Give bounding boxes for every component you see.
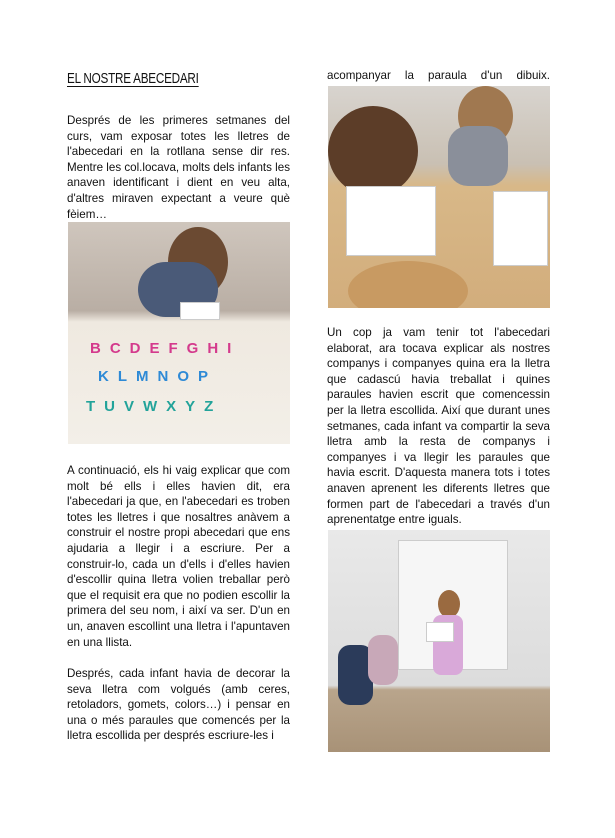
photo-child-presenting: [328, 530, 550, 752]
paragraph-text: acompanyar la paraula d'un dibuix.: [327, 69, 550, 82]
paragraph-text: A continuació, els hi vaig explicar que com molt bé ells i elles havien dit, era l'abecedari ja que, en l'abecedari es troben totes les lletres i que nosaltres anàvem a construir el nostre propi abecedari que ens ajudaria a llegir i a escriure. Per a construir-lo, cada un d'ells i d'elles havien d'escollir quina lletra volien treballar però que el requisit era que no podien escollir la primera del seu nom, i així va ser. D'un en un, anaven escollint una lletra i l'apuntaven en una llista.: [67, 464, 290, 649]
paragraph-text: Després de les primeres setmanes del curs, vam exposar totes les lletres de l'abecedari en la rotllana sense dir res. Mentre les col.locava, molts dels infants les anaven identificant i dient en veu alta, d'altres miraven expectant a veure què fèiem…: [67, 114, 290, 221]
paragraph-text: Després, cada infant havia de decorar la seva lletra com volgués (amb ceres, retoladors, gomets, colors…) i pensar en una o més paraules que comencés per la lletra escollida per després escriure-les i: [67, 667, 290, 743]
photo-letters-row: TUVWXYZ: [86, 398, 223, 415]
paragraph-explanation: [67, 463, 290, 650]
photo-letters-row: BCDEFGHI: [90, 340, 241, 357]
paragraph-text: Un cop ja vam tenir tot l'abecedari elaborat, ara tocava explicar als nostres companys i companyes quina era la lletra que cadascú havia treballat i quines paraules havien escrit que comencessin per la lletra escollida. Així que durant unes setmanes, cada infant va compartir la seva lletra amb la resta de companys i companyes i va llegir les paraules que havia escrit. D'aquesta manera tots i totes anaven aprenent les diferents lletres que formen part de l'abecedari a través d'un aprenentatge entre iguals.: [327, 326, 550, 527]
paragraph-intro: [67, 113, 290, 222]
photo-letters-row: KLMNOP: [98, 368, 217, 385]
paragraph-sharing: [327, 325, 550, 528]
paragraph-decoration: [67, 666, 290, 744]
photo-alphabet-on-floor: [68, 222, 290, 444]
paragraph-continuation: [327, 68, 550, 84]
photo-children-drawing: [328, 86, 550, 308]
page-title: EL NOSTRE ABECEDARI: [67, 70, 199, 87]
